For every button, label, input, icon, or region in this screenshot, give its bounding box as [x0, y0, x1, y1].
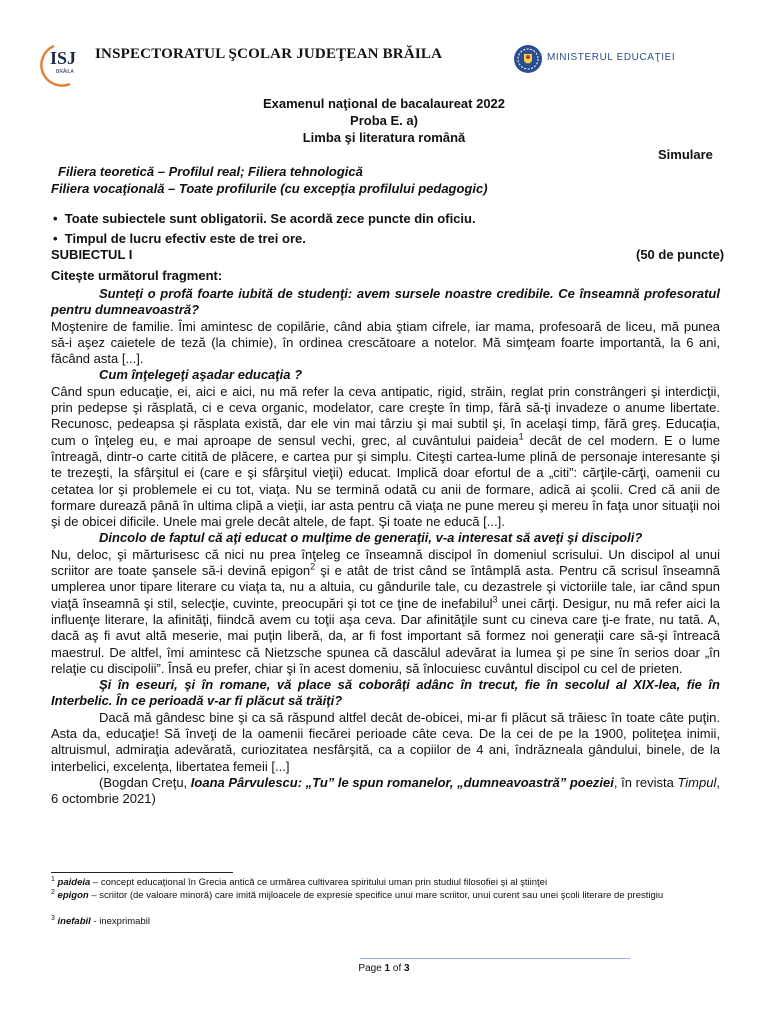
- source-author: (Bogdan Creţu,: [99, 774, 191, 790]
- question-2: Cum înţelegeţi aşadar educaţia ?: [99, 367, 303, 383]
- isj-logo: [40, 40, 88, 88]
- filiera-teoretica: Filiera teoretică: [58, 164, 155, 179]
- footnote-2: [51, 890, 720, 902]
- question-4: Şi în eseuri, şi în romane, vă place să coborâţi adânc în trecut, fie în secolul al XIX-lea, fie în Interbelic. În ce perioadă v-ar fi plăcut să trăiţi?: [51, 677, 720, 709]
- instruction: Citeşte următorul fragment:: [51, 268, 223, 283]
- filiera-line-2: Filiera vocaţională – Toate profilurile (cu excepţia profilului pedagogic): [51, 181, 488, 196]
- filiera-line-1: [58, 164, 363, 180]
- answer-1: Moştenire de familie. Îmi amintesc de copilărie, când abia ştiam cifrele, iar mama, profesoară de liceu, mă punea să-i aşez caietele de teză (la chimie), în ordinea crescătoare a notelor. Mă simţeam foarte importantă, la 6 ani, făcând asta [...].: [51, 318, 720, 367]
- rule-1-text: Toate subiectele sunt obligatorii. Se acordă zece puncte din oficiu.: [64, 211, 476, 226]
- answer-2-part-1: Când spun educaţie, ei, aici e aici, nu mă refer la ceva antipatic, rigid, străin, reglat prin constrângeri şi interdicţii, prin pedepse şi răsplată, ci e ceva organic, modelator, care creşte în timp, fără să-ţi invadeze o anume libertate. Recunosc, pedeapsa şi răsplata există, dar ele vin mai târziu şi mai subtil şi, în acelaşi timp, fără greş. Educaţia, cum o înţeleg eu, e mai aproape de sensul vechi, grec, al cuvântului paideia: [51, 383, 720, 448]
- footnote-term: paideia: [57, 877, 91, 888]
- question-3: Dincolo de faptul că aţi educat o mulţime de generaţii, v-a interesat să aveţi şi discipoli?: [99, 530, 643, 546]
- footnote-divider: [51, 872, 233, 873]
- exam-proba: Proba E. a): [350, 113, 418, 128]
- ministry-crest-icon: [512, 43, 544, 75]
- subject-points: (50 de puncte): [636, 247, 725, 262]
- footnote-ref-2: 2: [310, 561, 316, 572]
- rule-2: [53, 231, 306, 247]
- source-magazine: Timpul: [677, 774, 717, 790]
- ministry-name: MINISTERUL EDUCAŢIEI: [547, 52, 676, 63]
- footnote-def: – scriitor (de valoare minoră) care imită mijloacele de expresie specifice unui mare scriitor, unui curent sau unei şcoli literare de prestigiu: [88, 890, 664, 901]
- simulare-label: Simulare: [658, 147, 713, 162]
- answer-3-part-3: unei cărţi. Desigur, nu mă refer aici la influenţe literare, la afinităţi, fiindcă avem cu toţii aşa ceva. Dar afinităţile sunt cu cineva care ţi-e frate, nu tată. A, dacă aş fi avut altă meserie, mai puţin liberă, da, ar fi fost important să formez noi generaţii care să-şi întreacă maestrul. De altfel, îmi amintesc că Nietzsche spunea că dascălul adevărat ia lumea şi pe sine în serios doar „în relaţie cu discipolii”. Însă eu prefer, chiar şi în acest domeniu, să înlocuiesc cuvântul discipol cu cel de prieten.: [51, 595, 720, 676]
- footnote-ref-3: 3: [492, 594, 498, 605]
- source-in: , în revista: [613, 774, 678, 790]
- question-1: Sunteţi o profă foarte iubită de studenţi: avem sursele noastre credibile. Ce înseamnă profesoratul pentru dumneavoastră?: [51, 286, 720, 318]
- page-current: 1: [384, 963, 391, 974]
- org-name: INSPECTORATUL ŞCOLAR JUDEŢEAN BRĂILA: [95, 46, 443, 62]
- interview-text: [51, 286, 720, 808]
- svg-text:BRĂILA: BRĂILA: [56, 69, 74, 75]
- footnote-number: 3: [51, 914, 55, 922]
- svg-text:ISJ: ISJ: [50, 48, 77, 68]
- answer-3-part-1: Nu, deloc, şi mărturisesc că nici nu prea înţeleg ce înseamnă discipol în domeniul scrisului. Un discipol al unui scriitor are toate şansele să-i devină epigon: [51, 546, 720, 579]
- footnote-1: [51, 877, 720, 889]
- footnote-number: 1: [51, 875, 55, 883]
- source-title: Ioana Pârvulescu: „Tu” le spun romanelor, „dumneavoastră” poeziei: [190, 774, 614, 790]
- footer-divider: [360, 958, 630, 959]
- source-date: , 6 octombrie 2021): [51, 774, 720, 807]
- footnote-def: – concept educaţional în Grecia antică ce urmărea cultivarea spiritului uman prin studiul filosofiei şi al ştiinţei: [90, 877, 548, 888]
- answer-3: [51, 547, 720, 677]
- answer-3-part-2: şi e atât de trist când se întâmplă asta. Pentru că scrisul înseamnă umplerea unor tipare literare cu viaţa ta, nu a altuia, cu gândurile tale, cu dezastrele şi victoriile tale, iar când spun viaţă înseamnă şi stil, selecţie, cuvinte, preocupări şi tot ce ţine de inefabilul: [51, 563, 720, 611]
- footnote-def: - inexprimabil: [90, 916, 150, 927]
- answer-2-part-2: decât de cel modern. E o lume întreagă, dintr-o carte citită de plăcere, e cartea pur şi simplu. Citeşti cartea-lume plină de personaje interesante şi te trezeşti, la sfârşitul ei (care e şi sfârşitul vieţii) educat. Implică doar efortul de a „citi”: cărţile-cărţi, oamenii cu cetatea lor şi problemele ei cu tot, viaţa. Nu se termină odată cu anii de formare, adică ai şcolii. Cred că anii de formare durează până în ultima clipă a vieţii, iar asta pentru că viaţa ne pune mereu şi mereu în faţa unor situaţii noi şi de obicei dificile. Unele mai grele decât altele, de fapt. Şi toate ne educă [...].: [51, 432, 720, 530]
- rule-2-text: Timpul de lucru efectiv este de trei ore.: [64, 231, 306, 246]
- exam-subject-name: Limba şi literatura română: [302, 130, 466, 145]
- footnote-number: 2: [51, 888, 55, 896]
- page-total: 3: [404, 963, 410, 974]
- page-of: of: [390, 963, 405, 974]
- filiera-profil: – Profilul real; Filiera tehnologică: [154, 164, 363, 179]
- bullet-icon: •: [53, 211, 58, 226]
- subject-heading: SUBIECTUL I: [51, 247, 133, 262]
- rule-1: [53, 211, 476, 227]
- answer-4: Dacă mă gândesc bine şi ca să răspund altfel decât de-obicei, mi-ar fi plăcut să trăiesc în toate câte puţin. Asta da, educaţie! Să înveţi de la oamenii fiecărei perioade câte ceva. De la cei de pe la 1900, politeţea inimii, altruismul, admiraţia adevărată, curiozitatea nesfârşită, ca a copiilor de 4 ani, îndrăzneala gândului, binele, de la interbelici, excelenţa, libertatea femeii [...]: [51, 709, 720, 774]
- answer-2: [51, 384, 720, 531]
- footnote-term: inefabil: [57, 916, 91, 927]
- page-label: Page: [358, 963, 385, 974]
- footnote-3: [51, 916, 720, 928]
- bullet-icon: •: [53, 231, 58, 246]
- footnote-ref-1: 1: [518, 431, 524, 442]
- exam-title: Examenul naţional de bacalaureat 2022: [262, 96, 506, 111]
- footnote-term: epigon: [57, 890, 89, 901]
- source-citation: [51, 775, 720, 808]
- page-number: [0, 963, 768, 974]
